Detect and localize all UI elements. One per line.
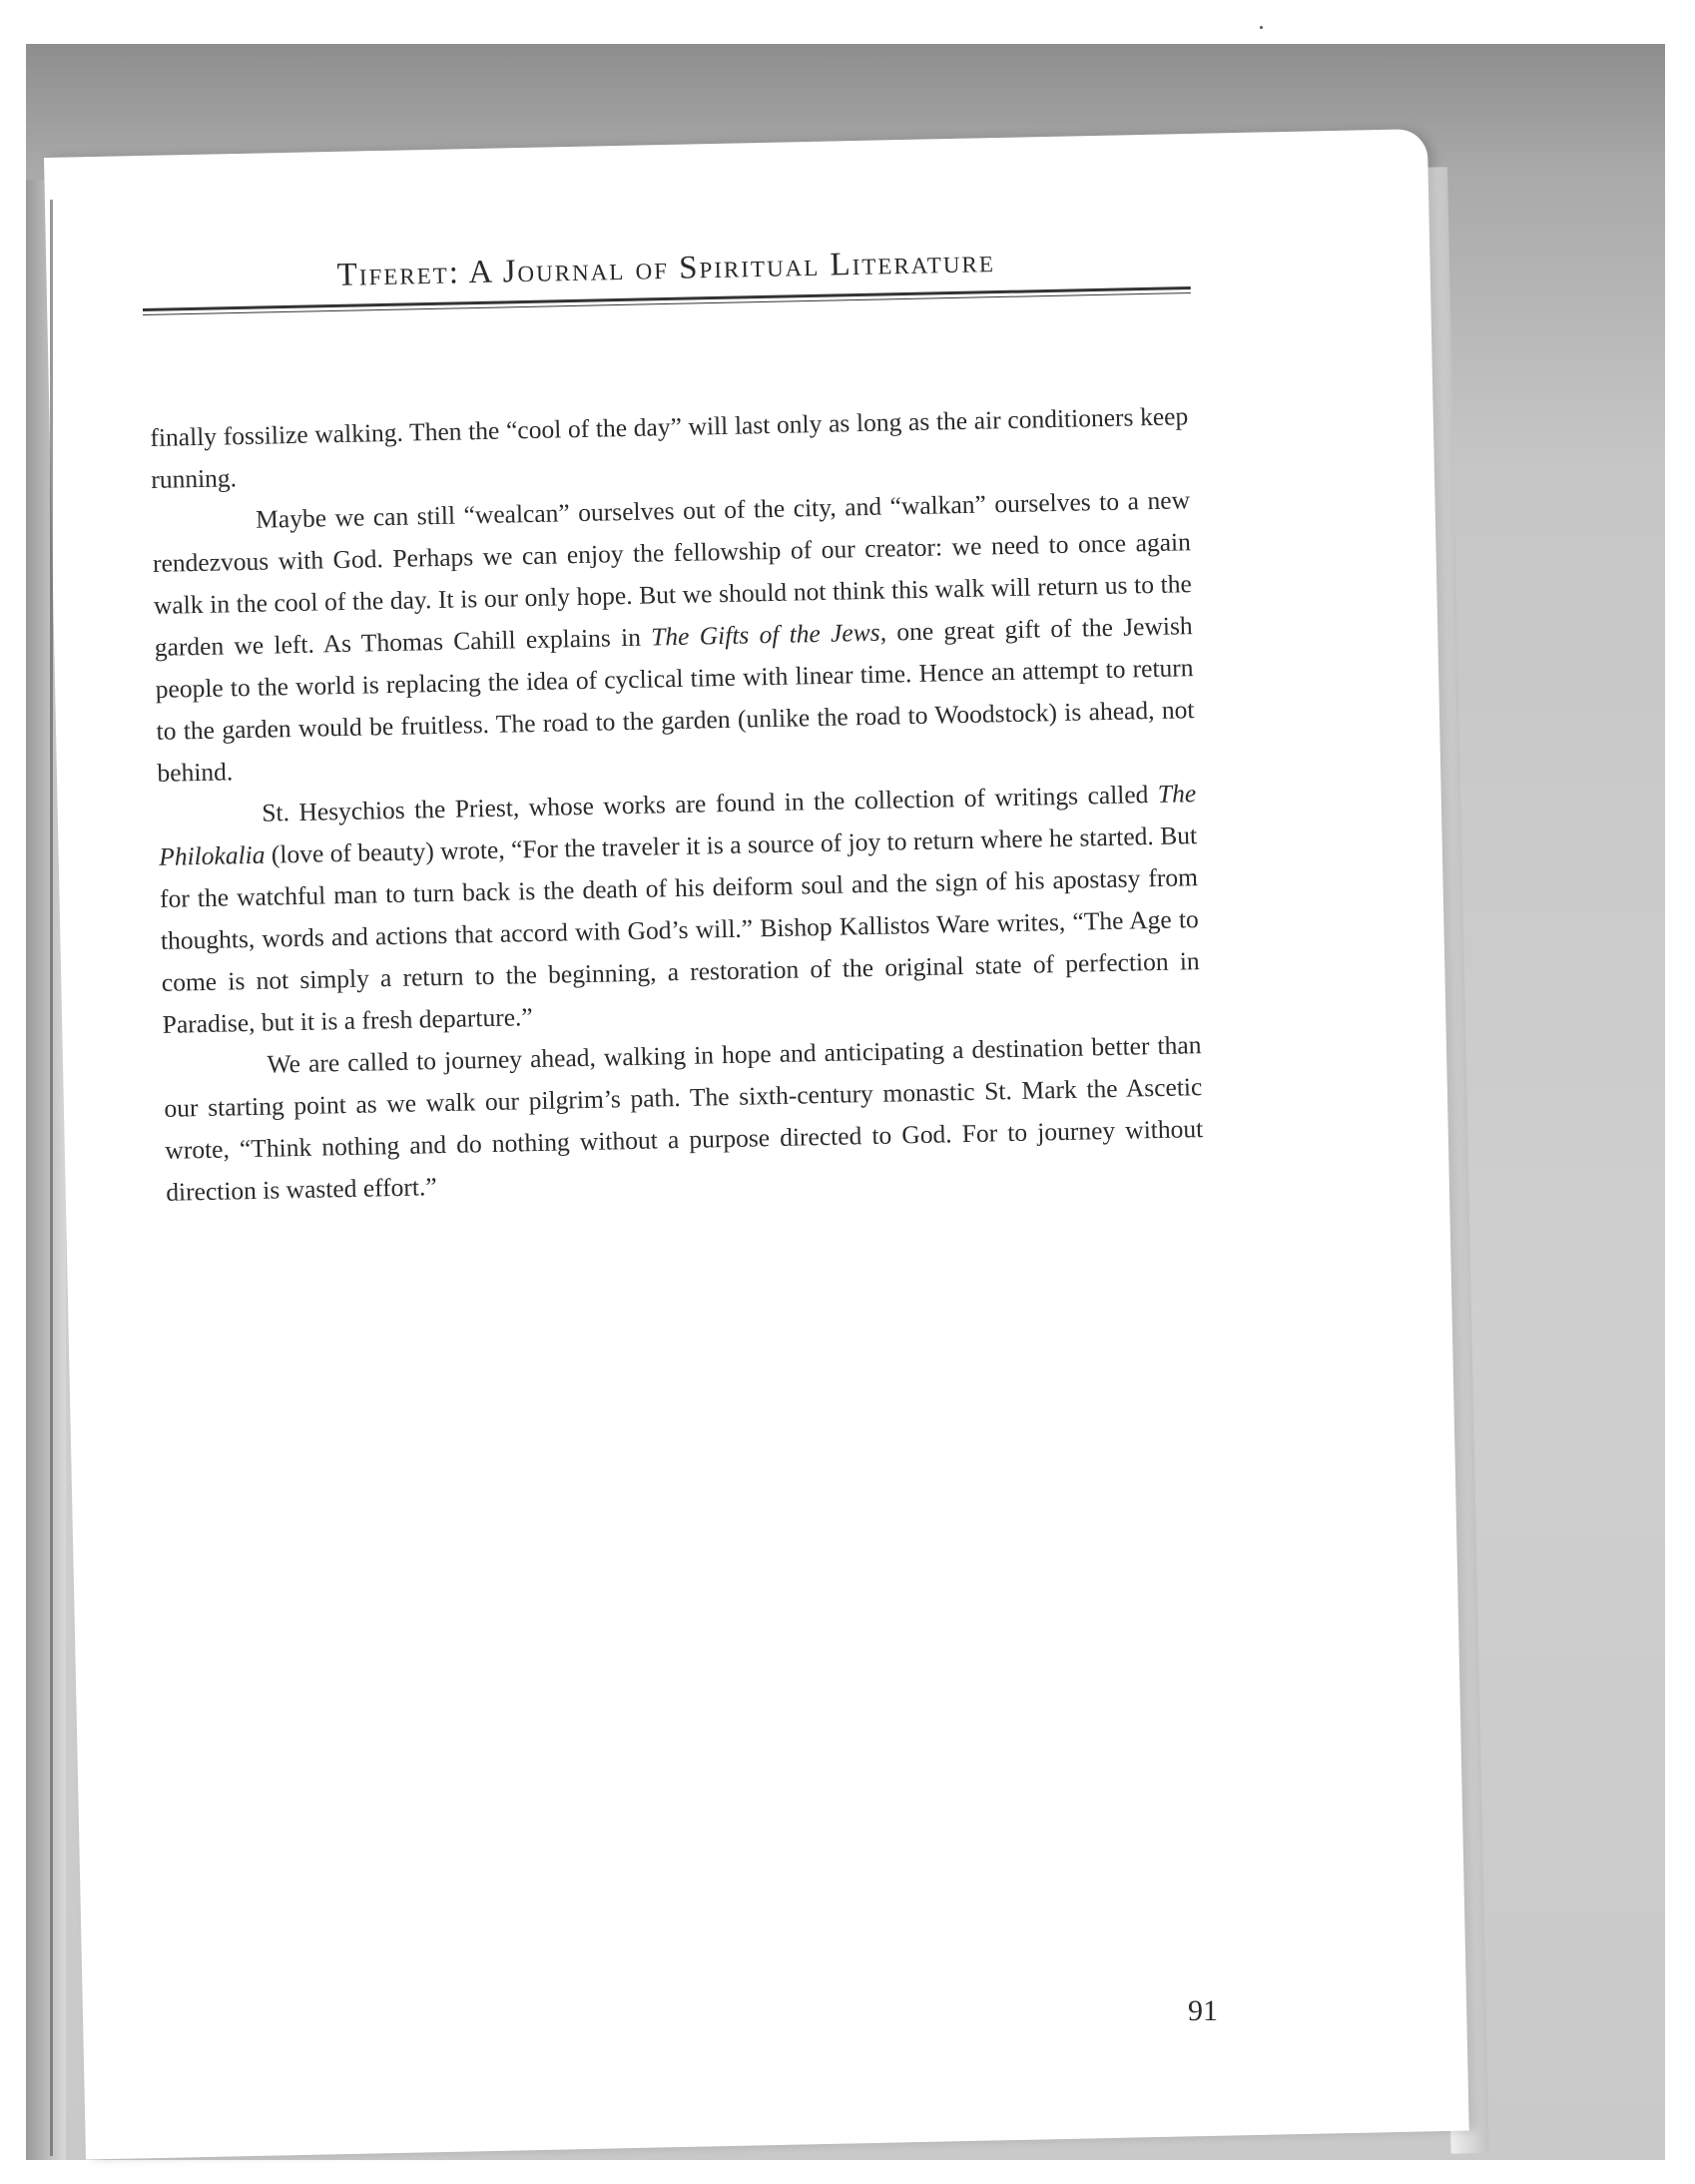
paragraph-2-text: Maybe we can still “wealcan” ourselves out of the city, and “walkan” ourselves to a new rendezvous with God. Perhaps we can enjoy the fellowship of our creator: we need to once again walk in the cool of the day. It is our only hope. But we should not think this walk will return us to the garden we left. As Thomas Cahill explains in xyxy=(152,485,1193,662)
paragraph-3-text: St. Hesychios the Priest, whose works are found in the collection of writings called xyxy=(262,779,1159,827)
spine-line xyxy=(50,200,53,2156)
journal-title: Tiferet: A Journal of Spiritual Literature xyxy=(336,244,996,293)
paragraph-2 xyxy=(152,479,1196,795)
book-title-philokalia: The Philokalia xyxy=(158,779,1197,871)
book-title-gifts: The Gifts of the Jews xyxy=(650,617,880,652)
paragraph-4 xyxy=(163,1024,1204,1214)
dust-speck xyxy=(1260,26,1263,29)
paragraph-3 xyxy=(158,773,1201,1046)
page-number: 91 xyxy=(1188,1994,1218,2027)
paragraph-1-text: finally fossilize walking. Then the “cool of the day” will last only as long as the air conditioners keep running. xyxy=(150,401,1189,494)
paragraph-4-text: We are called to journey ahead, walking in hope and anticipating a destination better than our starting point as we walk our pilgrim’s path. The sixth-century monastic St. Mark the Ascetic wrote, “Think nothing and do nothing without a purpose directed to God. For to journey without direction is wasted effort.” xyxy=(164,1030,1204,1207)
paragraph-2-text-after: , one great gift of the Jewish people to the world is replacing the idea of cyclical time with linear time. Hence an attempt to return to the garden would be fruitless. The road to the garden (unlike the road to Woodstock) is ahead, not behind. xyxy=(155,611,1195,788)
body-text xyxy=(150,395,1204,1214)
paragraph-3-text-after: (love of beauty) wrote, “For the traveler it is a source of joy to return where he started. But for the watchful man to turn back is the death of his deiform soul and the sign of his apostasy from thoughts, words and actions that accord with God’s will.” Bishop Kallistos Ware writes, “The Age to come is not simply a return to the beginning, a restoration of the original state of perfection in Paradise, but it is a fresh departure.” xyxy=(159,820,1200,1039)
